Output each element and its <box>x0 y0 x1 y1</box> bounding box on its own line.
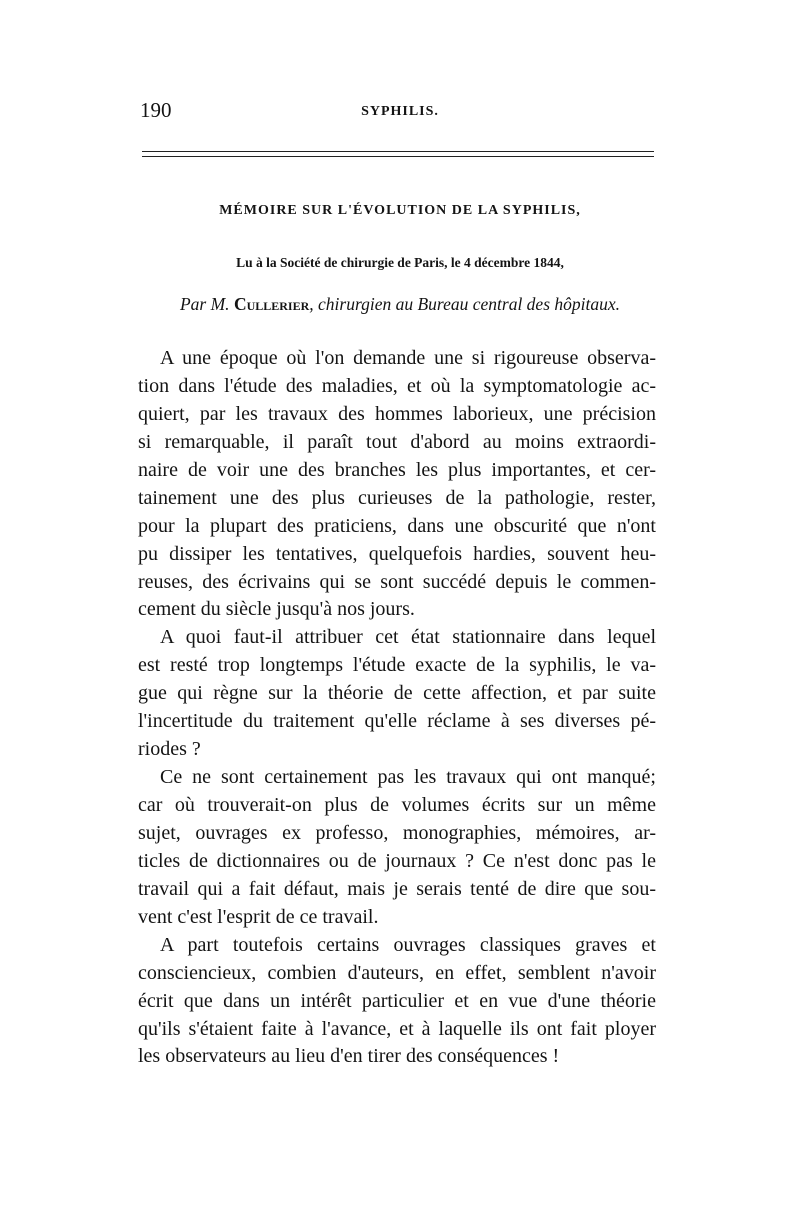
text-line: vent c'est l'esprit de ce travail. <box>138 905 379 928</box>
text-line: A quoi faut-il attribuer cet état stationnaire dans lequel <box>160 626 656 649</box>
text-line: l'incertitude du traitement qu'elle réclame à ses diverses pé- <box>138 710 656 733</box>
text-line: sujet, ouvrages ex professo, monographies, mémoires, ar- <box>138 821 656 844</box>
header-rule-bottom <box>142 156 654 157</box>
text-line: gue qui règne sur la théorie de cette affection, et par suite <box>138 682 656 705</box>
text-line: consciencieux, combien d'auteurs, en effet, semblent n'avoir <box>138 961 656 984</box>
header-rule-top <box>142 151 654 152</box>
text-line: écrit que dans un intérêt particulier et en vue d'une théorie <box>138 989 656 1012</box>
text-line: cement du siècle jusqu'à nos jours. <box>138 598 415 621</box>
text-line: travail qui a fait défaut, mais je serais tenté de dire que sou- <box>138 877 656 900</box>
author-name: Cullerier <box>233 294 310 314</box>
text-line: tainement une des plus curieuses de la pathologie, rester, <box>138 486 656 509</box>
text-line: Ce ne sont certainement pas les travaux qui ont manqué; <box>160 766 656 789</box>
running-title: SYPHILIS. <box>361 104 439 119</box>
text-line: car où trouverait-on plus de volumes écrits sur un même <box>138 794 656 816</box>
read-note: Lu à la Société de chirurgie de Paris, le 4 décembre 1844, <box>236 255 564 270</box>
page-number: 190 <box>140 98 172 122</box>
text-line: reuses, des écrivains qui se sont succédé depuis le commen- <box>138 570 656 593</box>
memoir-title: MÉMOIRE SUR L'ÉVOLUTION DE LA SYPHILIS, <box>219 203 581 218</box>
text-line: riodes ? <box>138 738 201 761</box>
text-line: est resté trop longtemps l'étude exacte de la syphilis, le va- <box>138 654 656 677</box>
text-line: qu'ils s'étaient faite à l'avance, et à laquelle ils ont fait ployer <box>138 1017 656 1040</box>
page-header <box>140 98 660 122</box>
text-line: pu dissiper les tentatives, quelquefois hardies, souvent heu- <box>138 542 656 565</box>
byline-prefix: Par M. <box>179 294 230 314</box>
text-line: quiert, par les travaux des hommes laborieux, une précision <box>138 402 656 425</box>
body-text <box>138 345 656 1071</box>
byline-suffix: , chirurgien au Bureau central des hôpitaux. <box>309 294 621 314</box>
text-line: A une époque où l'on demande une si rigoureuse observa- <box>160 347 656 369</box>
text-line: A part toutefois certains ouvrages classiques graves et <box>160 933 656 956</box>
byline <box>140 294 660 315</box>
text-line: ticles de dictionnaires ou de journaux ? Ce n'est donc pas le <box>138 849 656 872</box>
text-line: naire de voir une des branches les plus importantes, et cer- <box>138 458 656 481</box>
text-line: les observateurs au lieu d'en tirer des conséquences ! <box>138 1045 560 1068</box>
text-line: pour la plupart des praticiens, dans une obscurité que n'ont <box>138 514 656 537</box>
text-line: tion dans l'étude des maladies, et où la symptomatologie ac- <box>138 374 656 397</box>
text-line: si remarquable, il paraît tout d'abord au moins extraordi- <box>138 430 656 453</box>
